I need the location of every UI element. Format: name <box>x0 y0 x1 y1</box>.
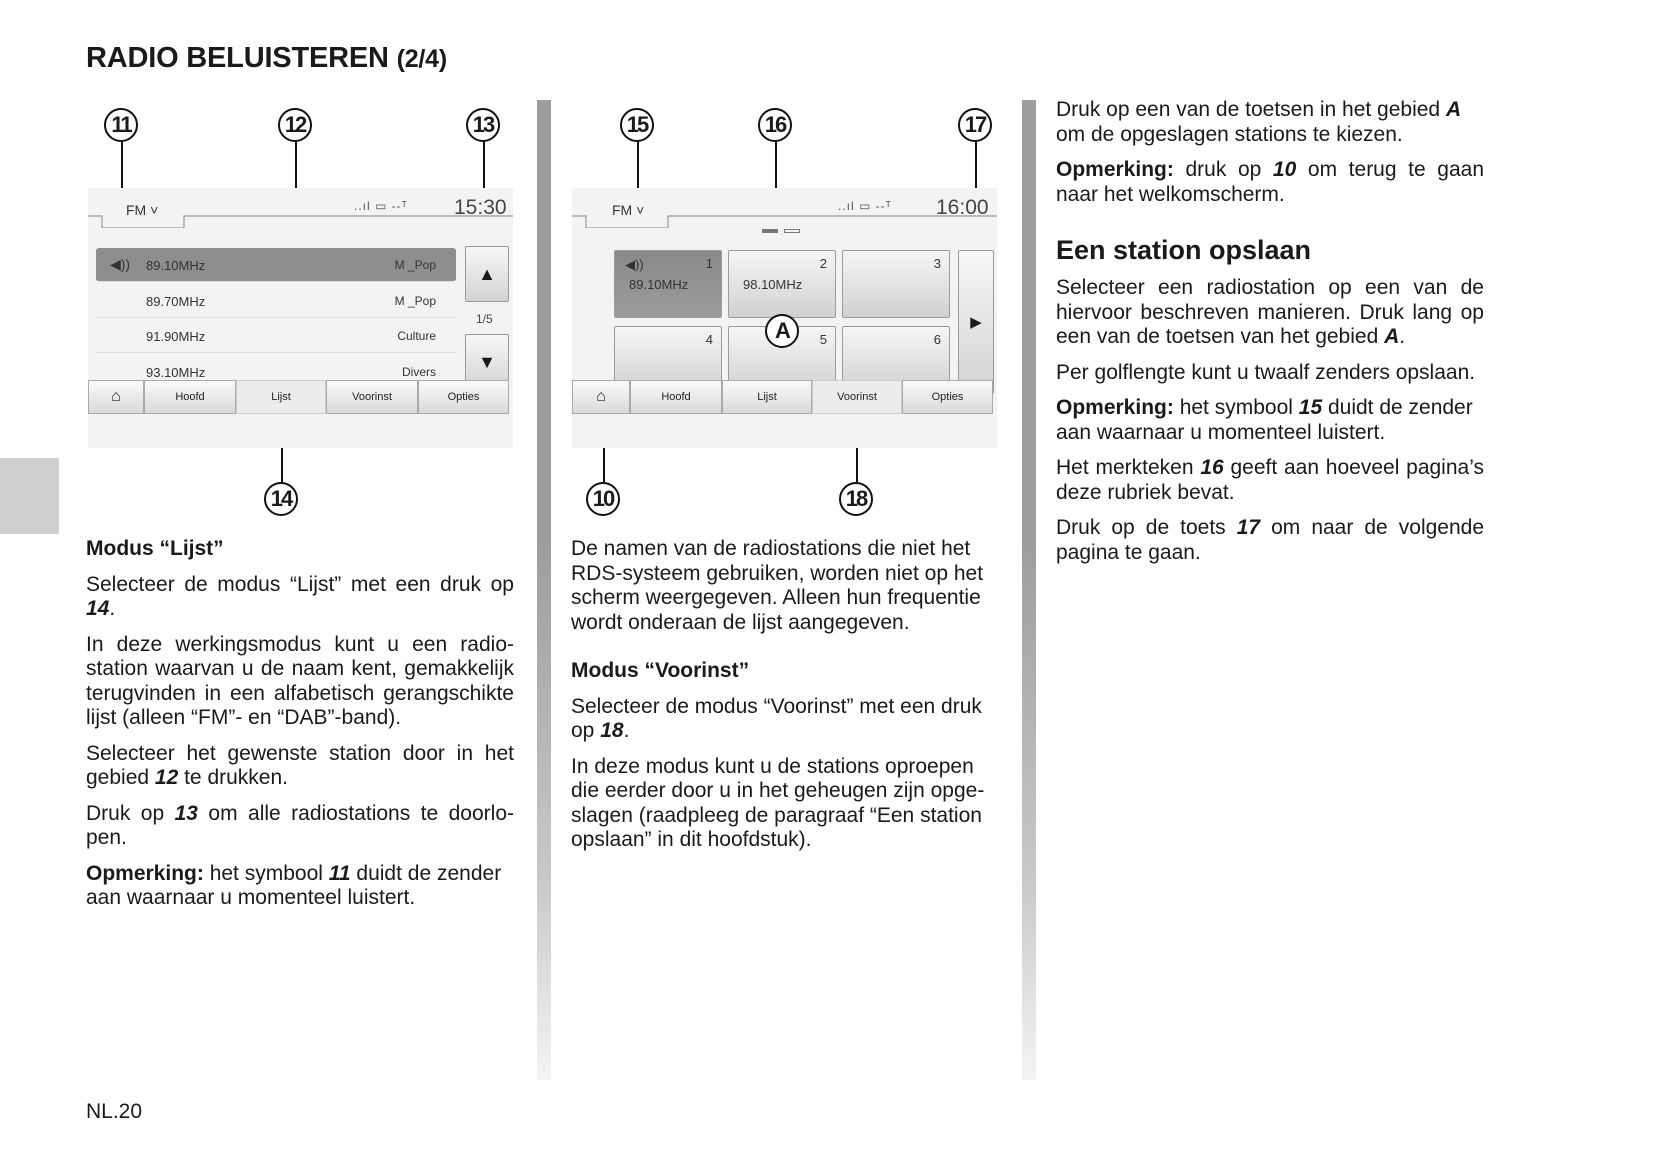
screen1 <box>88 188 513 448</box>
column-divider <box>1022 100 1036 1080</box>
preset-button[interactable]: 5 <box>728 326 836 394</box>
clock: 16:00 <box>936 196 989 219</box>
callout-10: 10 <box>586 482 620 516</box>
section-heading: Een station opslaan <box>1056 235 1312 265</box>
paragraph: Per golflengte kunt u twaalf zenders opslaan. <box>1056 360 1476 384</box>
preset-button[interactable]: 2 98.10MHz <box>728 250 836 318</box>
speaker-icon: ◀)) <box>110 256 131 272</box>
screen2 <box>572 188 997 448</box>
scroll-up-button[interactable] <box>465 246 509 302</box>
page-number: NL.20 <box>86 1100 143 1123</box>
page-title: RADIO BELUISTEREN (2/4) <box>86 42 447 74</box>
paragraph: Selecteer de modus “Lijst” met een druk op 14. <box>86 572 514 620</box>
tab-opties[interactable]: Opties <box>418 380 509 414</box>
note: Opmerking: het symbool 11 duidt de zender aan waarnaar u momenteel luistert. <box>86 861 502 909</box>
preset-button[interactable]: 4 <box>614 326 722 394</box>
area-a-label: A <box>765 314 799 348</box>
clock: 15:30 <box>454 196 507 219</box>
column-3 <box>1056 98 1484 576</box>
preset-button[interactable]: ◀)) 1 89.10MHz <box>614 250 722 318</box>
band-selector[interactable]: FM ˅ <box>612 202 645 218</box>
tab-hoofd[interactable]: Hoofd <box>630 380 722 414</box>
preset-button[interactable]: 3 <box>842 250 950 318</box>
paragraph: Selecteer de modus “Voorinst” met een druk op 18. <box>571 694 982 742</box>
tab-opties[interactable]: Opties <box>902 380 993 414</box>
section-heading: Modus “Voorinst” <box>571 659 750 682</box>
next-page-button[interactable] <box>958 250 994 394</box>
page-indicator: 1/5 <box>476 312 493 326</box>
paragraph: De namen van de radiostations die niet het RDS-systeem gebruiken, worden niet op het scherm weergegeven. Alleen hun frequentie wordt onderaan de lijst aangegeven. <box>571 537 984 634</box>
paragraph: Druk op 13 om alle radiostations te doorlopen. <box>86 801 514 849</box>
paragraph: In deze werkingsmodus kunt u een radiostation waarvan u de naam kent, gemakkelijk terugvinden in een alfabetisch gerangschikte lijst (alleen “FM”- en “DAB”-band). <box>86 632 514 729</box>
callout-13: 13 <box>466 108 500 142</box>
station-row[interactable]: 93.10MHz Divers <box>96 355 456 389</box>
callout-11: 11 <box>104 108 138 142</box>
callout-15: 15 <box>620 108 654 142</box>
up-arrow-icon: ▲ <box>478 263 496 284</box>
tab-voorinst[interactable]: Voorinst <box>812 380 902 414</box>
paragraph: In deze modus kunt u de stations oproepen die eerder door u in het geheugen zijn opgeslagen (raadpleeg de paragraaf “Een station opslaan” in dit hoofdstuk). <box>571 754 985 851</box>
home-button[interactable] <box>88 380 144 414</box>
tab-lijst[interactable]: Lijst <box>722 380 812 414</box>
home-button[interactable] <box>572 380 630 414</box>
paragraph: Selecteer een radiostation op een van de hiervoor beschreven manieren. Druk lang op een van de toetsen van het gebied A. <box>1056 276 1484 348</box>
page-dot-active <box>762 229 778 233</box>
bottom-nav <box>88 380 513 414</box>
station-row[interactable]: ◀)) 89.10MHz M _Pop <box>96 248 456 282</box>
chapter-tab <box>0 458 59 534</box>
play-arrow-icon: ▶ <box>970 314 982 331</box>
paragraph: Het merkteken 16 geeft aan hoeveel pagina’s deze rubriek bevat. <box>1056 456 1484 504</box>
home-icon: ⌂ <box>596 388 606 405</box>
page-dot <box>784 229 800 233</box>
callout-17: 17 <box>958 108 992 142</box>
callout-12: 12 <box>278 108 312 142</box>
column-divider <box>537 100 551 1080</box>
callout-16: 16 <box>758 108 792 142</box>
paragraph: Druk op de toets 17 om naar de volgende pagina te gaan. <box>1056 516 1485 564</box>
paragraph: Selecteer het gewenste station door in het gebied 12 te drukken. <box>86 741 514 789</box>
status-bar <box>572 188 997 228</box>
callout-18: 18 <box>839 482 873 516</box>
tab-hoofd[interactable]: Hoofd <box>144 380 236 414</box>
status-icons: ..ıl ▭ --ᵀ <box>354 199 408 213</box>
station-row[interactable]: 91.90MHz Culture <box>96 319 456 353</box>
home-icon: ⌂ <box>111 388 121 405</box>
paragraph: Druk op een van de toetsen in het gebied A om de opgeslagen stations te kiezen. <box>1056 98 1462 146</box>
tab-lijst[interactable]: Lijst <box>236 380 326 414</box>
bottom-nav <box>572 380 997 414</box>
tab-voorinst[interactable]: Voorinst <box>326 380 418 414</box>
down-arrow-icon: ▼ <box>478 351 496 372</box>
note: Opmerking: druk op 10 om terug te gaan naar het welkomscherm. <box>1056 158 1485 206</box>
preset-button[interactable]: 6 <box>842 326 950 394</box>
callout-14: 14 <box>264 482 298 516</box>
section-heading: Modus “Lijst” <box>86 537 224 560</box>
column-2 <box>571 537 999 864</box>
status-bar <box>88 188 513 228</box>
note: Opmerking: het symbool 15 duidt de zender aan waarnaar u momenteel luistert. <box>1056 396 1473 444</box>
speaker-icon: ◀)) <box>625 257 644 272</box>
band-selector[interactable]: FM ˅ <box>126 202 159 218</box>
column-1 <box>86 537 514 922</box>
status-icons: ..ıl ▭ --ᵀ <box>838 199 892 213</box>
station-row[interactable]: 89.70MHz M _Pop <box>96 284 456 318</box>
